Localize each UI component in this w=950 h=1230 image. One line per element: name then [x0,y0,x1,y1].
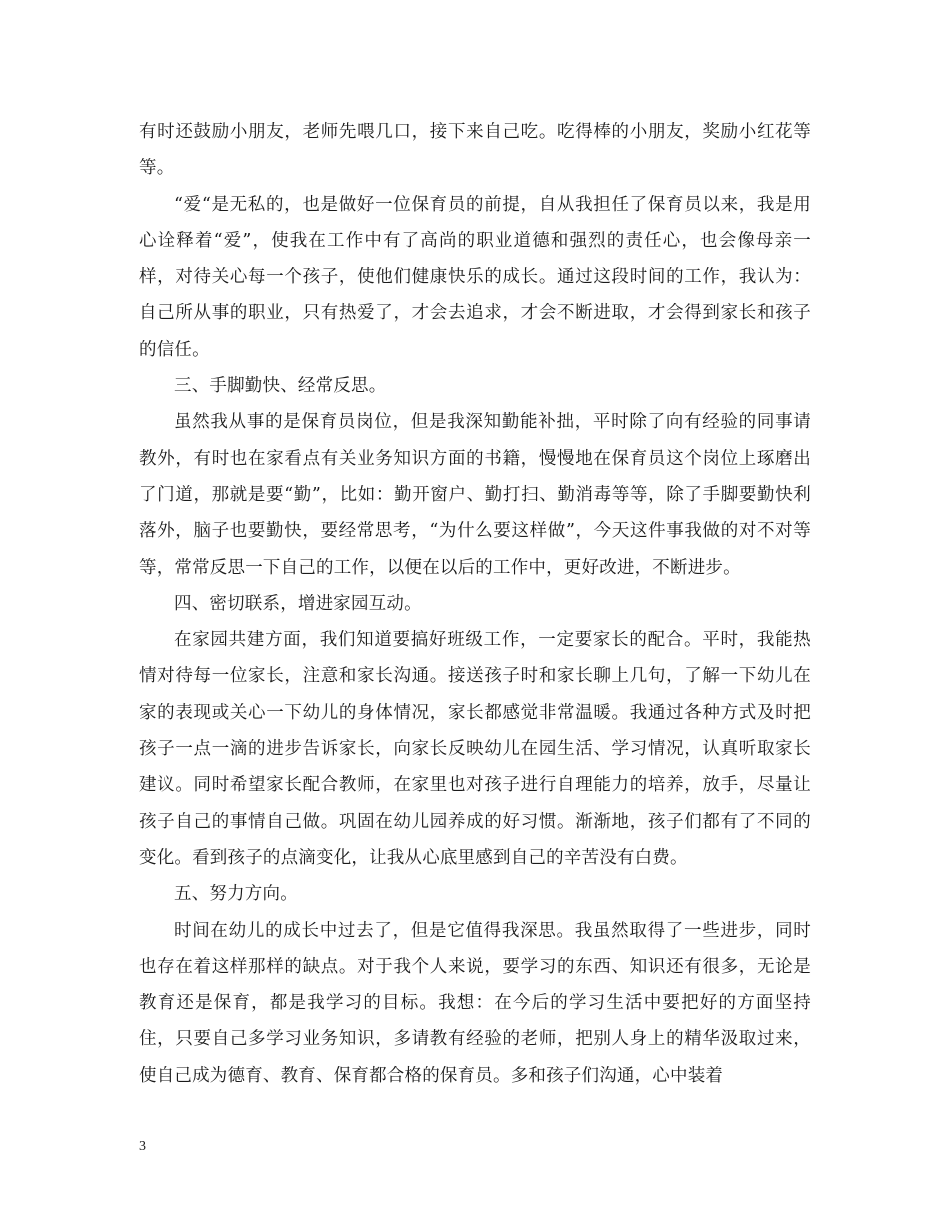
page-number: 3 [139,1139,146,1154]
section-heading-3: 三、手脚勤快、经常反思。 [174,376,387,397]
paragraph-2: “爱“是无私的，也是做好一位保育员的前提，自从我担任了保育员以来，我是用心诠释着“爱”，使我在工作中有了高尚的职业道德和强烈的责任心，也会像母亲一样，对待关心每一个孩子，使他们健康快乐的成长。通过这段时间的工作，我认为：自己所从事的职业，只有热爱了，才会去追求，才会不断进取，才会得到家长和孩子的信任。 [139,194,811,360]
section-heading-5: 五、努力方向。 [174,884,298,905]
paragraph-1: 有时还鼓励小朋友，老师先喂几口，接下来自己吃。吃得棒的小朋友，奖励小红花等等。 [139,122,811,179]
section-heading-4: 四、密切联系，增进家园互动。 [174,593,422,614]
document-body [139,114,811,1094]
paragraph-4: 在家园共建方面，我们知道要搞好班级工作，一定要家长的配合。平时，我能热情对待每一位家长，注意和家长沟通。接送孩子时和家长聊上几句，了解一下幼儿在家的表现或关心一下幼儿的身体情况，家长都感觉非常温暖。我通过各种方式及时把孩子一点一滴的进步告诉家长，向家长反映幼儿在园生活、学习情况，认真听取家长建议。同时希望家长配合教师，在家里也对孩子进行自理能力的培养，放手，尽量让孩子自己的事情自己做。巩固在幼儿园养成的好习惯。渐渐地，孩子们都有了不同的变化。看到孩子的点滴变化，让我从心底里感到自己的辛苦没有白费。 [139,630,811,868]
paragraph-5: 时间在幼儿的成长中过去了，但是它值得我深思。我虽然取得了一些进步，同时也存在着这样那样的缺点。对于我个人来说，要学习的东西、知识还有很多，无论是教育还是保育，都是我学习的目标。我想：在今后的学习生活中要把好的方面坚持住，只要自己多学习业务知识，多请教有经验的老师，把别人身上的精华汲取过来，使自己成为德育、教育、保育都合格的保育员。多和孩子们沟通，心中装着 [139,920,811,1086]
paragraph-3: 虽然我从事的是保育员岗位，但是我深知勤能补拙，平时除了向有经验的同事请教外，有时也在家看点有关业务知识方面的书籍，慢慢地在保育员这个岗位上琢磨出了门道，那就是要“勤”，比如：勤开窗户、勤打扫、勤消毒等等，除了手脚要勤快利落外，脑子也要勤快，要经常思考，“为什么要这样做”，今天这件事我做的对不对等等，常常反思一下自己的工作，以便在以后的工作中，更好改进，不断进步。 [139,412,811,578]
